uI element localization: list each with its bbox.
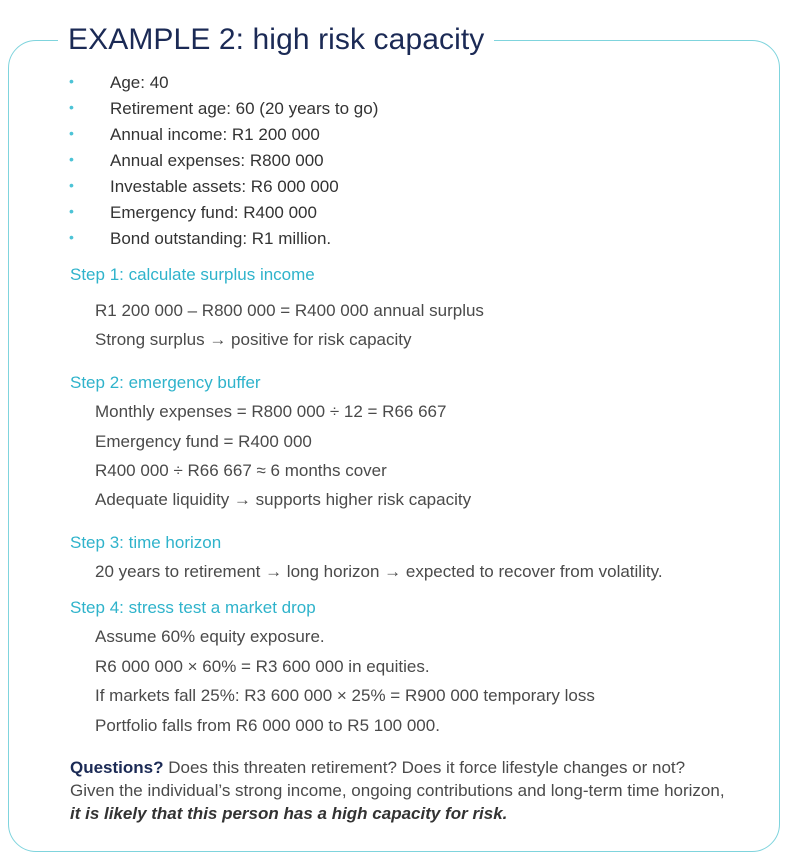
step-4-line: R6 000 000 × 60% = R3 600 000 in equities.	[95, 657, 430, 676]
list-item	[68, 70, 378, 96]
list-item-text: Emergency fund: R400 000	[110, 203, 317, 222]
step-1-line: R1 200 000 – R800 000 = R400 000 annual surplus	[95, 301, 484, 320]
step-4-line: Assume 60% equity exposure.	[95, 627, 325, 646]
step-3-line: 20 years to retirement → long horizon → expected to recover from volatility.	[95, 562, 663, 581]
list-item	[68, 122, 378, 148]
list-item	[68, 200, 378, 226]
step-2-line: R400 000 ÷ R66 667 ≈ 6 months cover	[95, 461, 387, 480]
list-item	[68, 226, 378, 252]
list-item-text: Bond outstanding: R1 million.	[110, 229, 332, 248]
step-4-line: If markets fall 25%: R3 600 000 × 25% = R900 000 temporary loss	[95, 686, 595, 705]
list-item	[68, 174, 378, 200]
step-1-heading: Step 1: calculate surplus income	[70, 265, 315, 284]
profile-list	[68, 70, 378, 252]
step-2-heading: Step 2: emergency buffer	[70, 373, 261, 392]
bullet-icon: •	[69, 125, 74, 141]
questions-label: Questions?	[70, 758, 164, 777]
list-item	[68, 96, 378, 122]
bullet-icon: •	[69, 177, 74, 193]
step-4-line: Portfolio falls from R6 000 000 to R5 100 000.	[95, 716, 440, 735]
bullet-icon: •	[69, 99, 74, 115]
step-1-line: Strong surplus → positive for risk capacity	[95, 330, 412, 349]
bullet-icon: •	[69, 229, 74, 245]
bullet-icon: •	[69, 151, 74, 167]
step-2-line: Monthly expenses = R800 000 ÷ 12 = R66 667	[95, 402, 447, 421]
questions-conclusion: it is likely that this person has a high capacity for risk.	[70, 804, 508, 823]
list-item-text: Retirement age: 60 (20 years to go)	[110, 99, 379, 118]
list-item-text: Investable assets: R6 000 000	[110, 177, 339, 196]
list-item-text: Age: 40	[110, 73, 169, 92]
list-item-text: Annual expenses: R800 000	[110, 151, 324, 170]
page-title: EXAMPLE 2: high risk capacity	[68, 23, 485, 56]
step-4-heading: Step 4: stress test a market drop	[70, 598, 316, 617]
list-item-text: Annual income: R1 200 000	[110, 125, 320, 144]
step-3-heading: Step 3: time horizon	[70, 533, 222, 552]
bullet-icon: •	[69, 73, 74, 89]
step-2-line: Adequate liquidity → supports higher risk capacity	[95, 490, 472, 509]
step-2-line: Emergency fund = R400 000	[95, 432, 312, 451]
questions-text: Does this threaten retirement? Does it force lifestyle changes or not? Given the individual’s strong income, ongoing contributions and long-term time horizon,	[70, 758, 725, 800]
bullet-icon: •	[69, 203, 74, 219]
title-container	[58, 20, 494, 60]
list-item	[68, 148, 378, 174]
questions-paragraph	[70, 756, 730, 825]
